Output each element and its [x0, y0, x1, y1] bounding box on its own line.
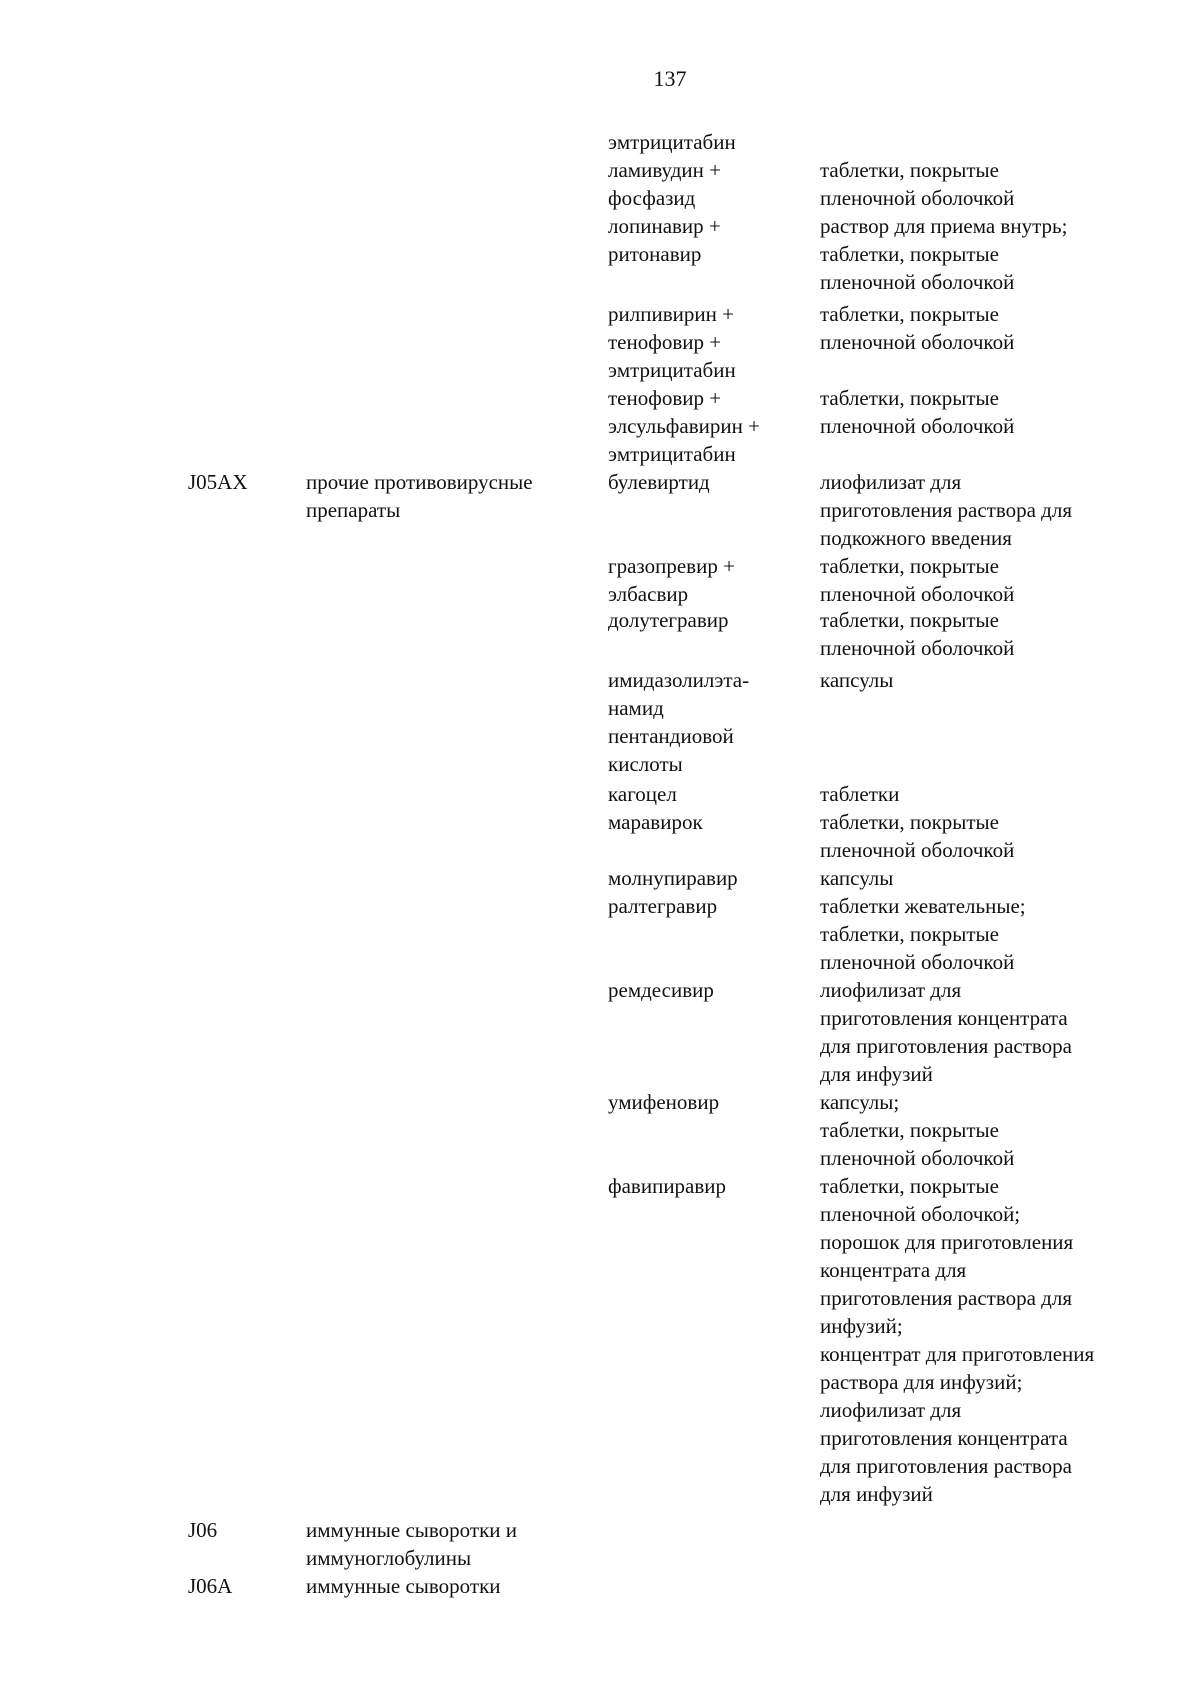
- dosage-form: таблетки жевательные; таблетки, покрытые пленочной оболочкой: [820, 894, 1026, 974]
- drug-name: булевиртид: [608, 470, 710, 494]
- atc-code: J06A: [188, 1574, 233, 1598]
- dosage-form: таблетки, покрытые пленочной оболочкой: [820, 302, 1015, 354]
- dosage-form: таблетки, покрытые пленочной оболочкой; порошок для приготовления концентрата для приготовления раствора для инфузий; концентрат для приготовления раствора для инфузий; лиофилизат для приготовления концентрата для приготовления раствора для инфузий: [820, 1174, 1095, 1506]
- dosage-form: капсулы: [820, 668, 894, 692]
- atc-group-name: прочие противовирусные препараты: [306, 470, 533, 522]
- atc-code: J05AX: [188, 470, 248, 494]
- drug-name: рилпивирин + тенофовир + эмтрицитабин: [608, 302, 736, 382]
- dosage-form: капсулы; таблетки, покрытые пленочной оболочкой: [820, 1090, 1015, 1170]
- drug-name: фавипиравир: [608, 1174, 727, 1198]
- dosage-form: таблетки, покрытые пленочной оболочкой: [820, 810, 1015, 862]
- atc-group-name: иммунные сыворотки и иммуноглобулины: [306, 1518, 518, 1570]
- drug-name: ралтегравир: [608, 894, 718, 918]
- drug-name: ремдесивир: [608, 978, 714, 1002]
- dosage-form: таблетки, покрытые пленочной оболочкой: [820, 608, 1015, 660]
- dosage-form: таблетки: [820, 782, 900, 806]
- dosage-form: таблетки, покрытые пленочной оболочкой: [820, 554, 1015, 606]
- drug-name: тенофовир + элсульфавирин + эмтрицитабин: [608, 386, 760, 466]
- dosage-form: таблетки, покрытые пленочной оболочкой: [820, 386, 1015, 438]
- drug-name: кагоцел: [608, 782, 677, 806]
- drug-name: долутегравир: [608, 608, 729, 632]
- drug-name: эмтрицитабин: [608, 130, 736, 154]
- drug-name: маравирок: [608, 810, 703, 834]
- drug-name: умифеновир: [608, 1090, 720, 1114]
- drug-name: ламивудин + фосфазид: [608, 158, 721, 210]
- page-number: 137: [653, 66, 687, 91]
- drug-name: гразопревир + элбасвир: [608, 554, 735, 606]
- dosage-form: лиофилизат для приготовления концентрата для приготовления раствора для инфузий: [820, 978, 1072, 1086]
- atc-code: J06: [188, 1518, 218, 1542]
- dosage-form: капсулы: [820, 866, 894, 890]
- drug-name: молнупиравир: [608, 866, 738, 890]
- drug-name: имидазолилэта- намид пентандиовой кислоты: [608, 668, 750, 776]
- dosage-form: лиофилизат для приготовления раствора для подкожного введения: [820, 470, 1072, 550]
- drug-name: лопинавир + ритонавир: [608, 214, 721, 266]
- dosage-form: таблетки, покрытые пленочной оболочкой: [820, 158, 1015, 210]
- atc-group-name: иммунные сыворотки: [306, 1574, 501, 1598]
- dosage-form: раствор для приема внутрь; таблетки, покрытые пленочной оболочкой: [820, 214, 1068, 294]
